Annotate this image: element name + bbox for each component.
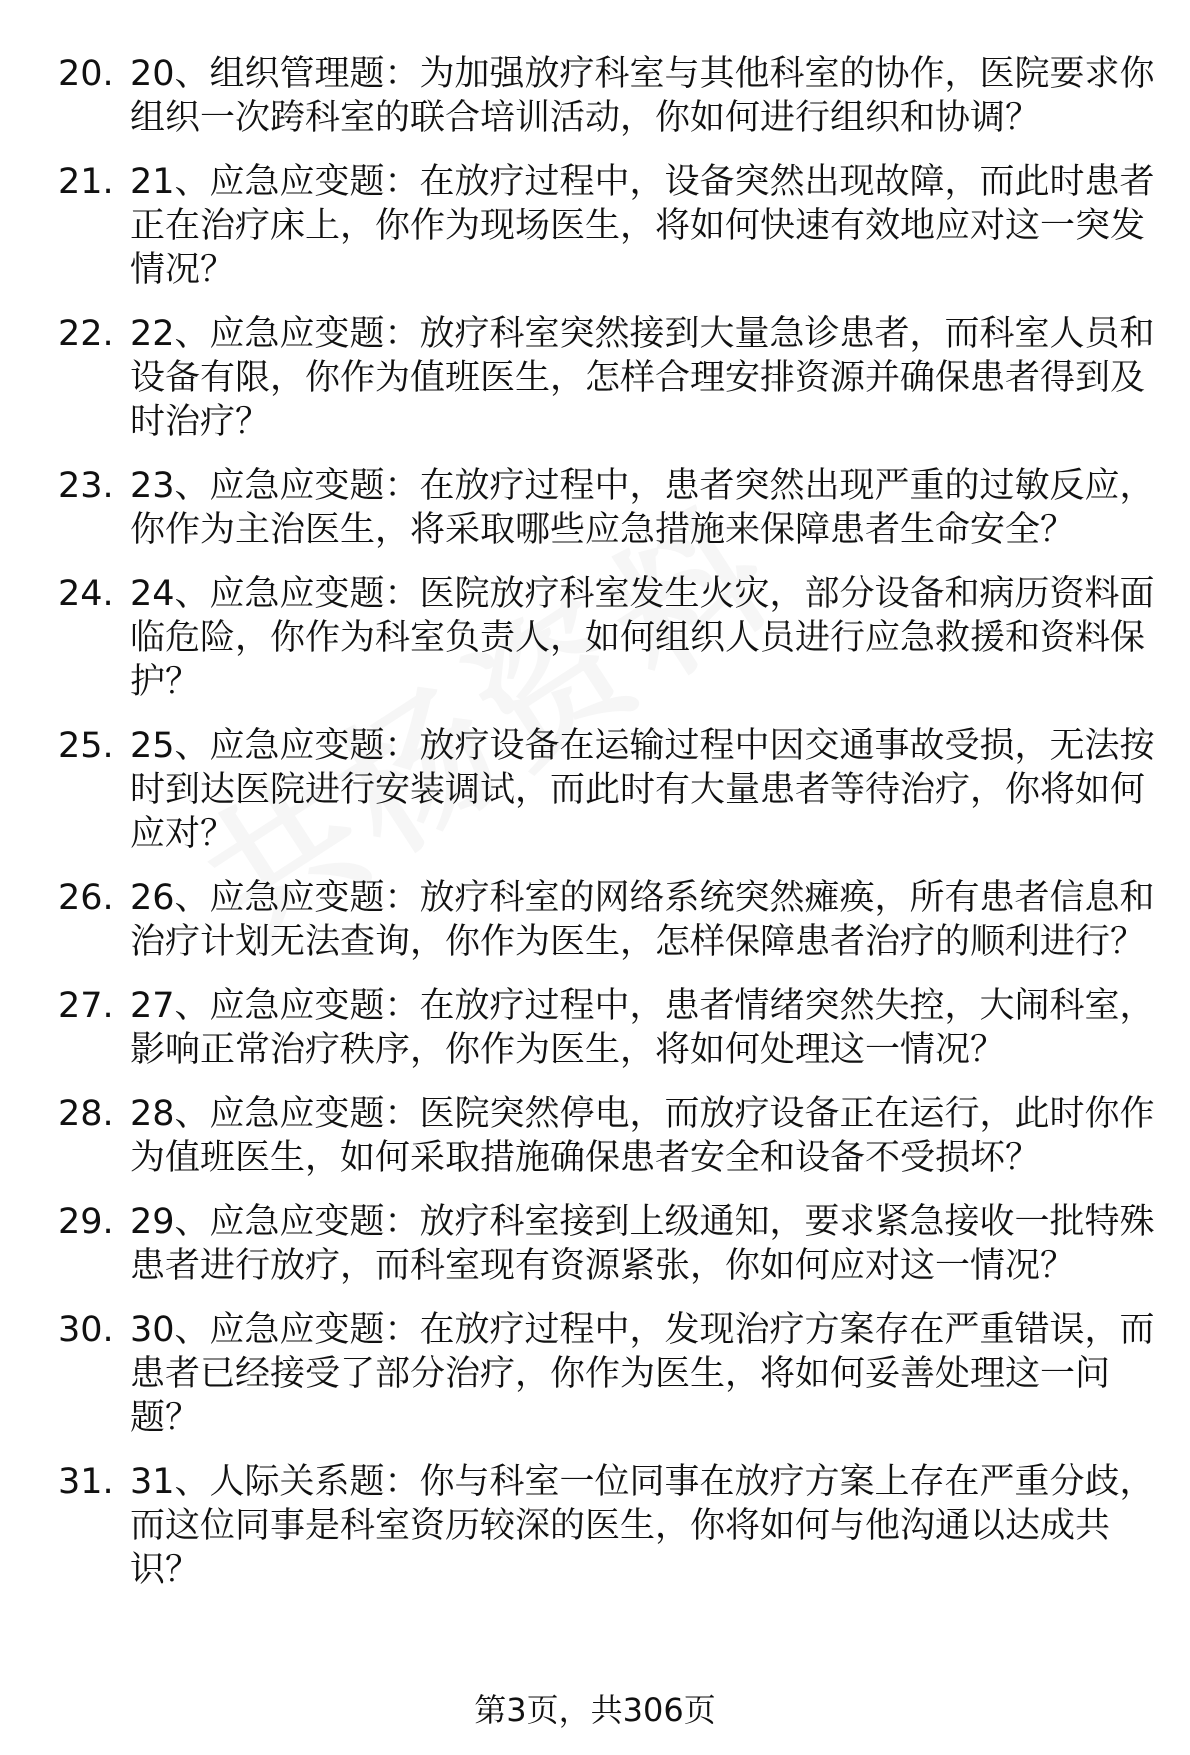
question-number: 28. bbox=[58, 1094, 114, 1134]
question-text: 30、应急应变题：在放疗过程中，发现治疗方案存在严重错误，而患者已经接受了部分治疗，你作为医生，将如何妥善处理这一问题？ bbox=[130, 1310, 1155, 1438]
question-text: 24、应急应变题：医院放疗科室发生火灾，部分设备和病历资料面临危险，你作为科室负责人，如何组织人员进行应急救援和资料保护？ bbox=[130, 574, 1155, 702]
page-number: 第3页，共306页 bbox=[474, 1691, 716, 1729]
question-number: 26. bbox=[58, 878, 114, 918]
question-text: 20、组织管理题：为加强放疗科室与其他科室的协作，医院要求你组织一次跨科室的联合培训活动，你如何进行组织和协调？ bbox=[130, 54, 1155, 138]
question-text: 23、应急应变题：在放疗过程中，患者突然出现严重的过敏反应，你作为主治医生，将采取哪些应急措施来保障患者生命安全？ bbox=[130, 466, 1155, 550]
question-number: 24. bbox=[58, 574, 114, 614]
question-text: 26、应急应变题：放疗科室的网络系统突然瘫痪，所有患者信息和治疗计划无法查询，你作为医生，怎样保障患者治疗的顺利进行？ bbox=[130, 878, 1155, 962]
question-item bbox=[58, 1460, 1158, 1592]
question-item bbox=[58, 876, 1158, 964]
question-text: 29、应急应变题：放疗科室接到上级通知，要求紧急接收一批特殊患者进行放疗，而科室现有资源紧张，你如何应对这一情况？ bbox=[130, 1202, 1155, 1286]
question-item bbox=[58, 1092, 1158, 1180]
question-item bbox=[58, 464, 1158, 552]
question-number: 22. bbox=[58, 314, 114, 354]
question-number: 27. bbox=[58, 986, 114, 1026]
question-item bbox=[58, 1308, 1158, 1440]
question-number: 29. bbox=[58, 1202, 114, 1242]
question-number: 21. bbox=[58, 162, 114, 202]
question-text: 27、应急应变题：在放疗过程中，患者情绪突然失控，大闹科室，影响正常治疗秩序，你作为医生，将如何处理这一情况？ bbox=[130, 986, 1155, 1070]
question-text: 25、应急应变题：放疗设备在运输过程中因交通事故受损，无法按时到达医院进行安装调试，而此时有大量患者等待治疗，你将如何应对？ bbox=[130, 726, 1155, 854]
question-list bbox=[58, 52, 1158, 1612]
question-text: 22、应急应变题：放疗科室突然接到大量急诊患者，而科室人员和设备有限，你作为值班医生，怎样合理安排资源并确保患者得到及时治疗？ bbox=[130, 314, 1155, 442]
question-text: 28、应急应变题：医院突然停电，而放疗设备正在运行，此时你作为值班医生，如何采取措施确保患者安全和设备不受损坏？ bbox=[130, 1094, 1155, 1178]
question-item bbox=[58, 1200, 1158, 1288]
question-item bbox=[58, 572, 1158, 704]
question-text: 31、人际关系题：你与科室一位同事在放疗方案上存在严重分歧，而这位同事是科室资历较深的医生，你将如何与他沟通以达成共识？ bbox=[130, 1462, 1155, 1590]
question-item bbox=[58, 52, 1158, 140]
question-number: 30. bbox=[58, 1310, 114, 1350]
question-number: 20. bbox=[58, 54, 114, 94]
question-item bbox=[58, 312, 1158, 444]
question-text: 21、应急应变题：在放疗过程中，设备突然出现故障，而此时患者正在治疗床上，你作为现场医生，将如何快速有效地应对这一突发情况？ bbox=[130, 162, 1155, 290]
question-number: 23. bbox=[58, 466, 114, 506]
question-item bbox=[58, 724, 1158, 856]
question-number: 25. bbox=[58, 726, 114, 766]
question-number: 31. bbox=[58, 1462, 114, 1502]
question-item bbox=[58, 160, 1158, 292]
question-item bbox=[58, 984, 1158, 1072]
page-footer bbox=[0, 1690, 1190, 1730]
